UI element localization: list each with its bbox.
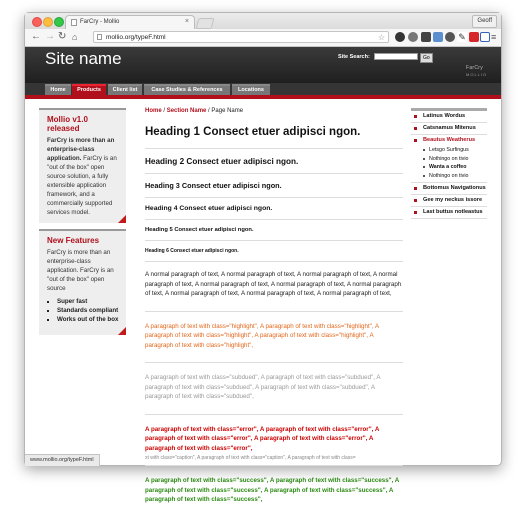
new-features-box xyxy=(39,229,126,335)
divider xyxy=(145,219,403,220)
browser-tab[interactable] xyxy=(65,15,195,29)
site-header xyxy=(25,47,501,83)
forward-arrow-icon[interactable]: → xyxy=(45,31,55,42)
caption-paragraph: xt with class="caption", A paragraph of text with class="caption", A paragraph of text with class= xyxy=(145,455,356,461)
main-content xyxy=(145,108,403,505)
breadcrumb xyxy=(145,108,403,114)
side-nav-item[interactable]: Catsnamus Mitenus xyxy=(411,123,487,135)
divider xyxy=(145,261,403,262)
search-go-button[interactable]: Go xyxy=(420,53,433,63)
side-nav-item[interactable]: Latinus Wordus xyxy=(411,111,487,123)
divider xyxy=(145,197,403,198)
browser-toolbar xyxy=(25,29,501,47)
side-nav-subitem[interactable]: Nothingo on tivio xyxy=(411,155,487,164)
heading-5: Heading 5 Consect etuer adipisci ngon. xyxy=(145,227,254,233)
side-nav-item-active[interactable]: Beautus Weatherus xyxy=(411,135,487,146)
nav-underline xyxy=(25,95,501,99)
close-tab-icon[interactable]: × xyxy=(184,18,189,25)
page-favicon-icon xyxy=(71,19,77,26)
nav-tab-locations[interactable]: Locations xyxy=(232,84,270,95)
farcry-logo: FarCry xyxy=(466,65,484,71)
mollio-logo: MOLLIO xyxy=(466,72,488,77)
side-nav-item[interactable]: Bottomus Navigationus xyxy=(411,183,487,195)
address-text: mollio.org/typeF.html xyxy=(106,34,166,41)
tab-title: FarCry - Mollio xyxy=(80,19,120,25)
breadcrumb-separator: / xyxy=(206,108,212,114)
featured-box xyxy=(39,108,126,223)
heading-4: Heading 4 Consect etuer adipisci ngon. xyxy=(145,205,273,212)
feature-item: ▪ Super fast xyxy=(57,297,119,306)
nav-tab-client-list[interactable]: Client list xyxy=(108,84,142,95)
nav-tab-products[interactable]: Products xyxy=(72,84,106,95)
feature-item: ▪ Standards compliant xyxy=(57,306,119,315)
featured-box-text-rest: FarCry is an "out of the box" open source solution, a fully extensible application framework, and a commercially supported services model. xyxy=(47,155,117,216)
heading-1: Heading 1 Consect etuer adipisci ngon. xyxy=(145,126,361,138)
reload-icon[interactable]: ↻ xyxy=(58,31,67,42)
featured-box-text-bold: FarCry is more than an enterprise-class application. xyxy=(47,137,115,162)
side-nav-subitem[interactable]: Wanta a coffeo xyxy=(411,163,487,172)
side-nav-subitem[interactable]: Letsgo Surfingus xyxy=(411,146,487,155)
side-nav-item[interactable]: Gee my neckus issore xyxy=(411,195,487,207)
address-bar[interactable] xyxy=(93,31,389,43)
new-features-title: New Features xyxy=(47,236,100,245)
normal-paragraph: A normal paragraph of text, A normal paragraph of text, A normal paragraph of text, A normal paragraph of text, A normal paragraph of text, A normal paragraph of text, A normal paragraph of text, A normal paragraph of text, A normal paragraph of text, A normal paragraph of text, xyxy=(145,271,402,297)
back-arrow-icon[interactable]: ← xyxy=(31,31,41,42)
error-paragraph: A paragraph of text with class="error", A paragraph of text with class="error", A paragraph of text with class="error", A paragraph of text with class="error", A paragraph of text with class="error", xyxy=(145,425,380,452)
browser-titlebar xyxy=(25,13,501,29)
heading-6: Heading 6 Consect etuer adipisci ngon. xyxy=(145,248,239,254)
extension-blue-frame-icon[interactable] xyxy=(480,32,490,42)
zoom-window-button[interactable] xyxy=(54,17,64,27)
close-window-button[interactable] xyxy=(32,17,42,27)
site-name[interactable]: Site name xyxy=(45,49,122,68)
home-icon[interactable]: ⌂ xyxy=(72,32,78,42)
subdued-paragraph: A paragraph of text with class="subdued", A paragraph of text with class="subdued", A paragraph of text with class="subdued", A paragraph of text with class="subdued", A paragraph of text with class="subdued", xyxy=(145,374,381,400)
breadcrumb-page: Page Name xyxy=(211,108,244,114)
extension-gear-icon[interactable] xyxy=(445,32,455,42)
status-bar-url: www.mollio.org/typeF.html xyxy=(25,454,100,466)
page-icon xyxy=(97,34,102,40)
divider xyxy=(145,148,403,149)
divider xyxy=(145,311,403,312)
extension-blue-icon[interactable] xyxy=(433,32,443,42)
browser-window xyxy=(24,12,502,503)
side-nav-item[interactable]: Last buttus notleastus xyxy=(411,207,487,219)
extension-red-icon[interactable] xyxy=(469,32,479,42)
minimize-window-button[interactable] xyxy=(43,17,53,27)
divider xyxy=(145,173,403,174)
extension-dark-circle-icon[interactable] xyxy=(395,32,405,42)
divider xyxy=(145,465,403,466)
highlight-paragraph: A paragraph of text with class="highlight", A paragraph of text with class="highlight", A paragraph of text with class="highlight", A paragraph of text with class="highlight", A paragraph of text with class="highlight", xyxy=(145,322,379,349)
new-tab-button[interactable] xyxy=(196,18,215,29)
side-nav-subitem[interactable]: Nothingo on tivio xyxy=(411,172,487,184)
profile-button[interactable]: Geoff xyxy=(472,15,497,28)
extension-pen-icon[interactable]: ✎ xyxy=(458,32,466,42)
breadcrumb-section[interactable]: Section Name xyxy=(166,108,207,114)
heading-2: Heading 2 Consect etuer adipisci ngon. xyxy=(145,157,299,166)
box-corner-fold xyxy=(118,215,126,223)
featured-box-title: Mollio v1.0 released xyxy=(47,115,88,133)
divider xyxy=(145,240,403,241)
nav-tab-case-studies[interactable]: Case Studies & References xyxy=(144,84,230,95)
new-features-text: FarCry is more than an enterprise-class application. FarCry is an "out of the box" open source xyxy=(47,249,114,292)
site-search-input[interactable] xyxy=(374,53,418,60)
feature-item: ▪ Works out of the box xyxy=(57,315,119,324)
extension-gray-circle-icon[interactable] xyxy=(408,32,418,42)
divider xyxy=(145,362,403,363)
bookmark-star-icon[interactable]: ☆ xyxy=(377,33,385,42)
menu-icon[interactable]: ≡ xyxy=(491,32,497,42)
nav-tab-home[interactable]: Home xyxy=(45,84,71,95)
box-corner-fold xyxy=(118,327,126,335)
divider xyxy=(145,414,403,415)
heading-3: Heading 3 Consect etuer adipisci ngon. xyxy=(145,181,282,190)
breadcrumb-home[interactable]: Home xyxy=(145,108,162,114)
success-paragraph: A paragraph of text with class="success", A paragraph of text with class="success", A paragraph of text with class="success", A paragraph of text with class="success", A paragraph of text with class="success", xyxy=(145,477,400,503)
extension-layers-icon[interactable] xyxy=(421,32,431,42)
feature-list xyxy=(47,297,119,324)
breadcrumb-separator: / xyxy=(161,108,167,114)
main-nav xyxy=(25,83,501,95)
site-search-label: Site Search: xyxy=(338,54,370,60)
featured-box-text xyxy=(47,136,119,217)
side-navigation xyxy=(411,108,487,219)
